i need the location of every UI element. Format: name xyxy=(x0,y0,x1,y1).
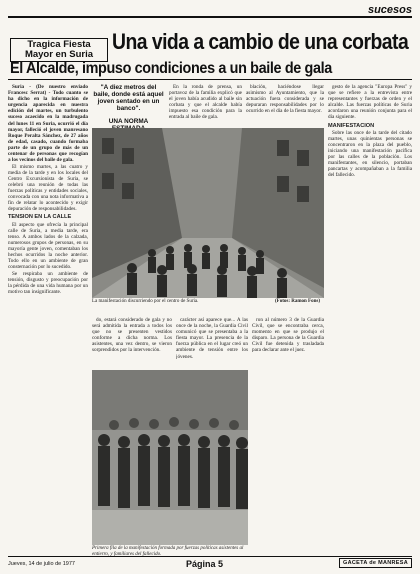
photo-street-illustration xyxy=(92,128,324,298)
article-paragraph: Se respiraba un ambiente de tensión, disgusto y preocupación por la pérdida de una vida humana por un motivo tan insignificante. xyxy=(8,270,88,296)
crosshead-manifestacion: MANIFESTACION xyxy=(328,122,375,129)
article-paragraph: gesto de la agencia "Europa Press" y que se refiere a la entrevista entre representantes y fuerzas de orden y el alcalde. Las fuerzas políticas de Suria acordaron una reunión conjunta para el día siguiente. xyxy=(328,84,412,121)
crosshead-tension: TENSION EN LA CALLE xyxy=(8,214,72,221)
photo-caption-2: Primera fila de la manifestación formada por fuerzas políticas asistentes al entierro, y familiares del fallecido. xyxy=(92,546,244,557)
article-column-1 xyxy=(8,84,88,564)
subhead: El Alcalde, impuso condiciones a un baile de gala xyxy=(10,60,332,77)
article-column-5 xyxy=(328,84,412,564)
pullquote: "A diez metros del baile, donde está aquel joven sentado en un banco". xyxy=(93,84,164,112)
photo-manifestation-street xyxy=(92,128,324,298)
caption-text: La manifestación discurriendo por el centro de Suria. xyxy=(92,299,199,304)
photo-manifestation-front-row xyxy=(92,370,248,545)
section-tag: sucesos xyxy=(367,4,412,16)
article-paragraph: ron al número 3 de la Guardia Civil, que se encontraba cerca, momento en que se produjo el disparo. La persona de la Guardia Civil fue detenida y trasladada para declarar ante el juez. xyxy=(252,317,324,354)
section-bar xyxy=(8,4,412,18)
crosshead-norma: UNA NORMA xyxy=(108,118,149,125)
article-paragraph: En la ronda de prensa, un portavoz de la familia explicó que el joven había acudido al baile sin corbata y que el alcalde había impuesto esa condición para la entrada al baile de gala. xyxy=(169,84,242,121)
photo-credit: (Fotos: Ramon Fons) xyxy=(275,299,320,304)
page-footer xyxy=(8,556,412,570)
article-column-3 xyxy=(169,84,242,126)
article-paragraph: El mismo martes, a las cuatro y media de la tarde y en los locales del Centro Excursionista de Suria, se celebró una reunión de todas las fuerzas políticas y entidades sociales, convocada con una nota informativa a fin de relatar lo acontecido y exigir depuración de responsabilidades. xyxy=(8,163,88,213)
photo-caption-1 xyxy=(92,299,324,305)
article-intro: Suria - (De nuestro enviado Francesc Serrat) - Todo cuanto se ha dicho en la información de urgencia aparecida en nuestra edición del martes, un turbulento suceso acaecido en la madrugada del lunes 11 en Suria, ocurrió el día mayor, falleció el joven manresano Roque Peralta Sánchez, de 27 años de edad, casado, cuando formaba parte de un grupo de más de un centenar de personas que recogían a los vecinos del baile de gala. xyxy=(8,84,88,164)
article-paragraph: blación, haciéndose llegar asimismo al Ayuntamiento, que la actuación fuera considerada y se depuraran responsabilidades por lo ocurrido en el día de la fiesta mayor. xyxy=(246,84,324,115)
article-paragraph: El aspecto que ofrecía la principal calle de Suria, a media tarde, era tenso. A ambos lados de la calzada, numerosos grupos de personas, en su mayoría gente joven, comentaban los hechos ocurridos la noche anterior. Todo ello en un ambiente de gran consternación por lo sucedido. xyxy=(8,221,88,271)
headline-rule xyxy=(8,79,412,80)
headline: Una vida a cambio de una corbata xyxy=(112,29,409,54)
kicker-box: Tragica Fiesta Mayor en Suria xyxy=(10,38,108,62)
article-column-4 xyxy=(246,84,324,126)
article-paragraph: carácter así aparece que... A las once de la noche, la Guardia Civil comunicó que se presentaba a la fiesta mayor. La presencia de la fuerza pública en el lugar creó un ambiente de tensión entre los jóvenes. xyxy=(176,317,248,360)
photo-crowd-illustration xyxy=(92,370,248,545)
article-paragraph: Sobre las once de la tarde del citado martes, unas quinientas personas se concentraron en la plaza del pueblo, iniciando una manifestación pacífica por las calles de la población. Los manifestantes, en silencio, portaban pancartas y acompañaban a la familia del fallecido. xyxy=(328,129,412,179)
footer-date: Jueves, 14 de julio de 1977 xyxy=(8,561,75,567)
footer-page-number: Página 5 xyxy=(186,559,224,569)
article-column-4b xyxy=(252,317,324,565)
article-paragraph: do, estará considerado de gala y no será admitida la entrada a todos los que no se presenten vestidos conforme a dicha norma. Los asistentes, una vez dentro, se vieron sorprendidos por la intervención. xyxy=(92,317,172,354)
newspaper-logo: GACETA de MANRESA xyxy=(339,558,412,568)
